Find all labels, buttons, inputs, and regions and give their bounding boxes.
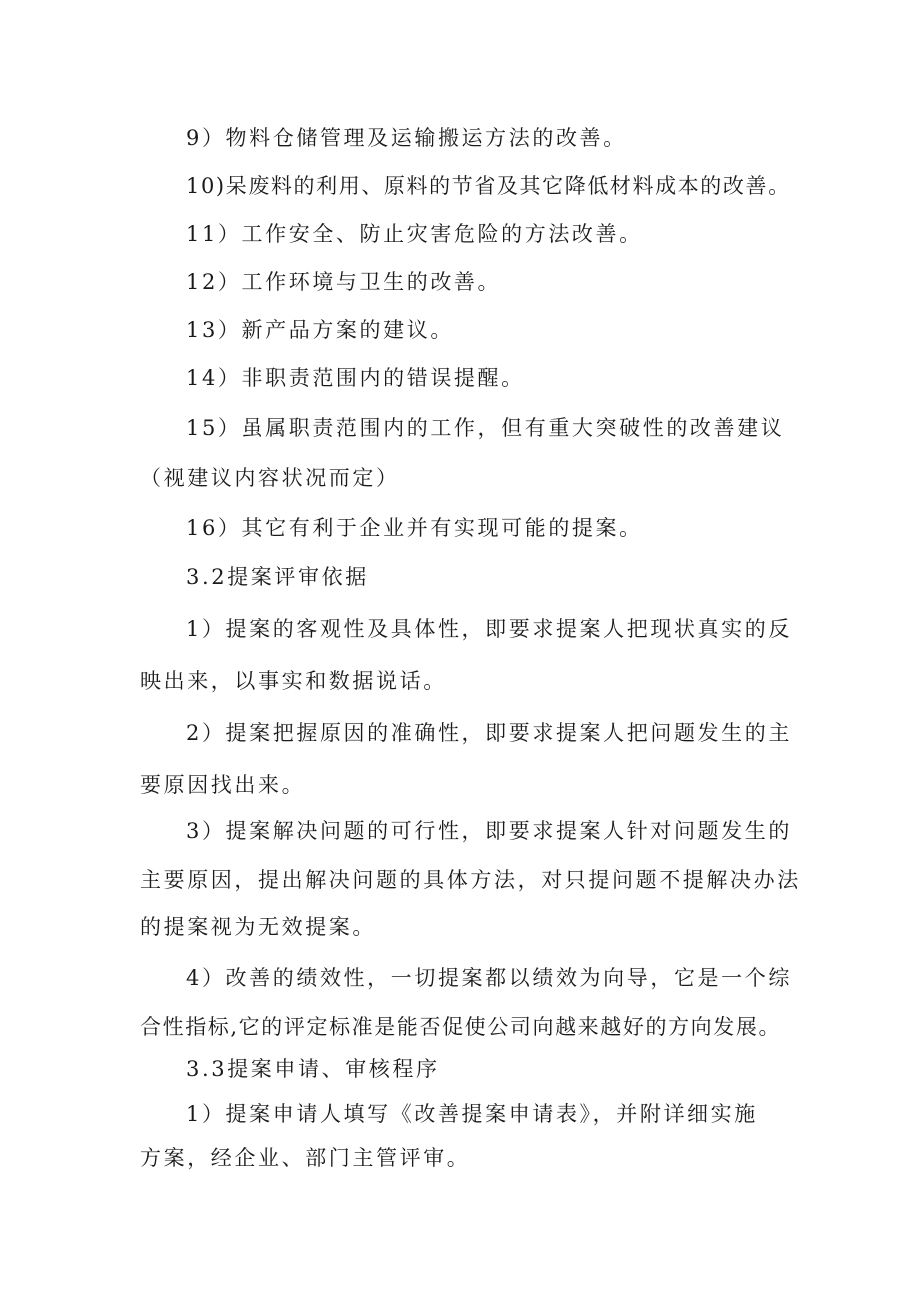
list-item-13: 13）新产品方案的建议。 [186,318,454,342]
criteria-item-2-cont: 要原因找出来。 [140,773,306,797]
criteria-item-4-cont: 合性指标,它的评定标准是能否促使公司向越来越好的方向发展。 [140,1015,782,1039]
criteria-item-3: 3）提案解决问题的可行性，即要求提案人针对问题发生的 [186,819,792,843]
criteria-item-1: 1）提案的客观性及具体性，即要求提案人把现状真实的反 [186,617,792,641]
list-item-16: 16）其它有利于企业并有实现可能的提案。 [186,516,643,540]
section-heading-3-3: 3.3提案申请、审核程序 [186,1057,440,1081]
list-item-14: 14）非职责范围内的错误提醒。 [186,366,525,390]
list-item-9: 9）物料仓储管理及运输搬运方法的改善。 [186,126,627,150]
criteria-item-3-cont-b: 的提案视为无效提案。 [140,915,376,939]
criteria-item-2: 2）提案把握原因的准确性，即要求提案人把问题发生的主 [186,721,792,745]
list-item-15-cont: （视建议内容状况而定） [140,466,400,490]
criteria-item-1-cont: 映出来，以事实和数据说话。 [140,669,447,693]
section-heading-3-2: 3.2提案评审依据 [186,565,369,589]
procedure-item-1: 1）提案申请人填写《改善提案申请表》，并附详细实施 [186,1102,758,1126]
list-item-10: 10)呆废料的利用、原料的节省及其它降低材料成本的改善。 [186,174,791,198]
procedure-item-1-cont: 方案，经企业、部门主管评审。 [140,1146,471,1170]
list-item-12: 12）工作环境与卫生的改善。 [186,270,502,294]
criteria-item-4: 4）改善的绩效性，一切提案都以绩效为向导，它是一个综 [186,966,792,990]
criteria-item-3-cont-a: 主要原因，提出解决问题的具体方法，对只提问题不提解决办法 [140,868,801,892]
list-item-15: 15）虽属职责范围内的工作，但有重大突破性的改善建议 [186,416,785,440]
list-item-11: 11）工作安全、防止灾害危险的方法改善。 [186,222,643,246]
